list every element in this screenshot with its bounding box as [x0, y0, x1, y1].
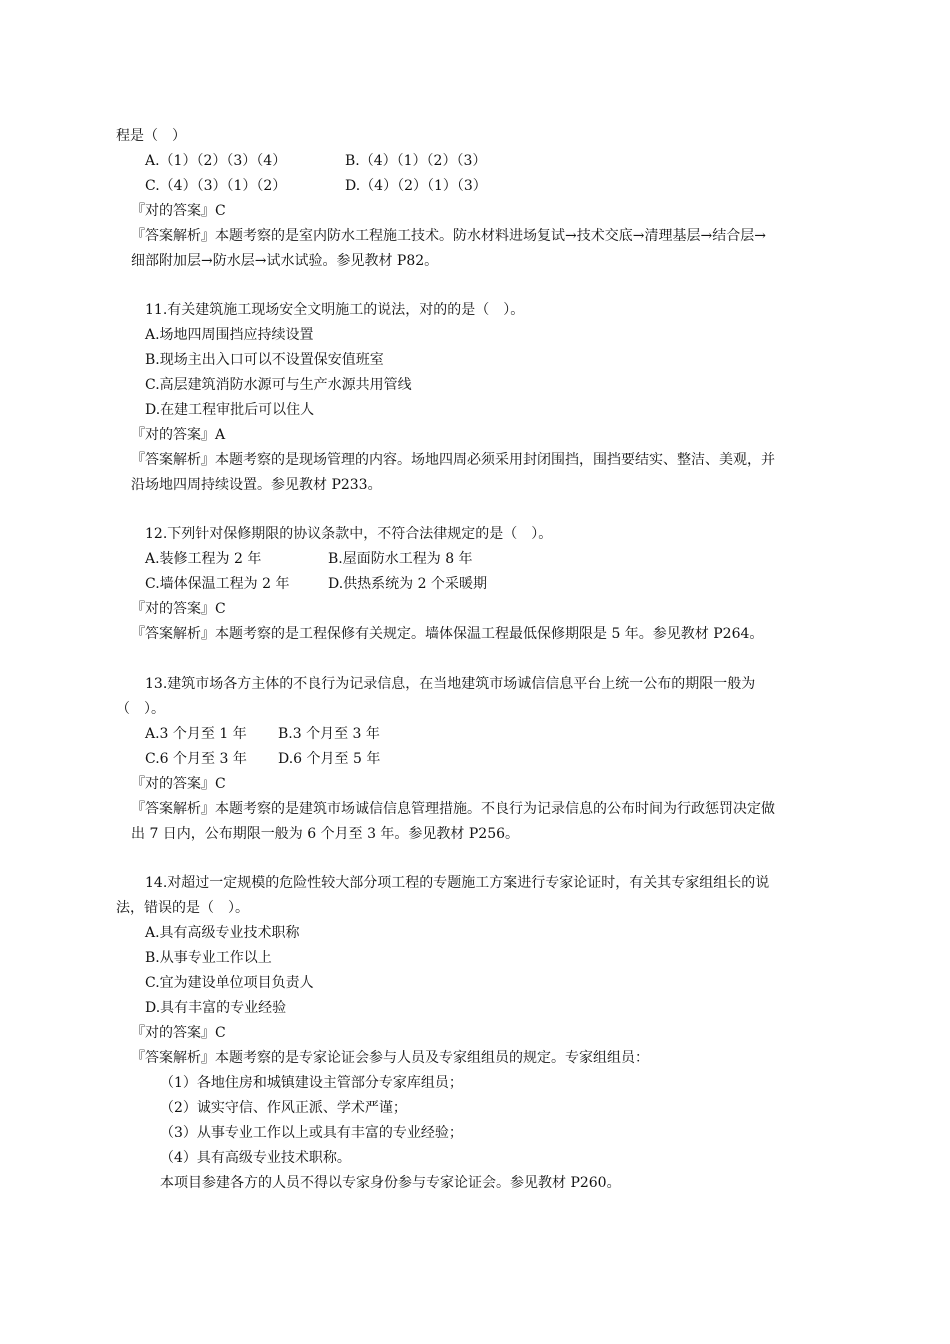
q11-stem: 11.有关建筑施工现场安全文明施工的说法，对的的是（ ）。: [145, 302, 525, 318]
q13-option-b: B.3 个月至 3 年: [278, 726, 380, 742]
q10-option-b: B.（4）（1）（2）（3）: [345, 153, 487, 169]
q12-option-b: B.屋面防水工程为 8 年: [328, 551, 473, 567]
q10-stem-tail: 程是（ ）: [116, 128, 186, 144]
q14-analysis-item-2: （2）诚实守信、作风正派、学术严谨；: [160, 1100, 407, 1116]
q14-analysis-item-3: （3）从事专业工作以上或具有丰富的专业经验；: [160, 1125, 463, 1141]
q11-answer: 『对的答案』A: [131, 427, 226, 443]
q10-option-a: A.（1）（2）（3）（4）: [145, 153, 287, 169]
q14-analysis-item-1: （1）各地住房和城镇建设主管部分专家库组员；: [160, 1075, 463, 1091]
q12-analysis-line-1: 『答案解析』本题考察的是工程保修有关规定。墙体保温工程最低保修期限是 5 年。参见教材 P264。: [131, 626, 764, 642]
q10-analysis-line-2: 细部附加层→防水层→试水试验。参见教材 P82。: [131, 253, 439, 269]
q11-analysis-line-1: 『答案解析』本题考察的是现场管理的内容。场地四周必须采用封闭围挡，围挡要结实、整洁、美观，并: [131, 452, 775, 468]
q10-answer: 『对的答案』C: [131, 203, 226, 219]
q11-option-c: C.高层建筑消防水源可与生产水源共用管线: [145, 377, 412, 393]
q13-analysis-line-2: 出 7 日内，公布期限一般为 6 个月至 3 年。参见教材 P256。: [131, 826, 520, 842]
q14-option-c: C.宜为建设单位项目负责人: [145, 975, 314, 991]
q11-option-b: B.现场主出入口可以不设置保安值班室: [145, 352, 384, 368]
q13-stem-line-2: （ ）。: [116, 701, 165, 717]
q14-analysis-closing: 本项目参建各方的人员不得以专家身份参与专家论证会。参见教材 P260。: [160, 1175, 621, 1191]
q11-option-d: D.在建工程审批后可以住人: [145, 402, 315, 418]
q14-stem-line-2: 法，错误的是（ ）。: [116, 900, 249, 916]
q14-analysis-item-4: （4）具有高级专业技术职称。: [160, 1150, 351, 1166]
q13-option-d: D.6 个月至 5 年: [278, 751, 381, 767]
q13-option-a: A.3 个月至 1 年: [145, 726, 247, 742]
q10-analysis-line-1: 『答案解析』本题考察的是室内防水工程施工技术。防水材料进场复试→技术交底→清理基层→结合层→: [131, 228, 766, 244]
q12-answer: 『对的答案』C: [131, 601, 226, 617]
q14-option-d: D.具有丰富的专业经验: [145, 1000, 287, 1016]
q13-stem-line-1: 13.建筑市场各方主体的不良行为记录信息，在当地建筑市场诚信信息平台上统一公布的期限一般为: [145, 676, 756, 692]
q11-option-a: A.场地四周围挡应持续设置: [145, 327, 314, 343]
q12-option-c: C.墙体保温工程为 2 年: [145, 576, 290, 592]
q14-analysis-line-1: 『答案解析』本题考察的是专家论证会参与人员及专家组组员的规定。专家组组员：: [131, 1050, 649, 1066]
q12-stem: 12.下列针对保修期限的协议条款中，不符合法律规定的是（ ）。: [145, 526, 553, 542]
q12-option-a: A.装修工程为 2 年: [145, 551, 262, 567]
q14-answer: 『对的答案』C: [131, 1025, 226, 1041]
q14-option-a: A.具有高级专业技术职称: [145, 925, 300, 941]
q14-stem-line-1: 14.对超过一定规模的危险性较大部分项工程的专题施工方案进行专家论证时，有关其专家组组长的说: [145, 875, 770, 891]
q10-option-c: C.（4）（3）（1）（2）: [145, 178, 287, 194]
q12-option-d: D.供热系统为 2 个采暖期: [328, 576, 487, 592]
q14-option-b: B.从事专业工作以上: [145, 950, 272, 966]
q11-analysis-line-2: 沿场地四周持续设置。参见教材 P233。: [131, 477, 382, 493]
q10-option-d: D.（4）（2）（1）（3）: [345, 178, 487, 194]
q13-answer: 『对的答案』C: [131, 776, 226, 792]
q13-analysis-line-1: 『答案解析』本题考察的是建筑市场诚信信息管理措施。不良行为记录信息的公布时间为行政惩罚决定做: [131, 801, 775, 817]
q13-option-c: C.6 个月至 3 年: [145, 751, 247, 767]
